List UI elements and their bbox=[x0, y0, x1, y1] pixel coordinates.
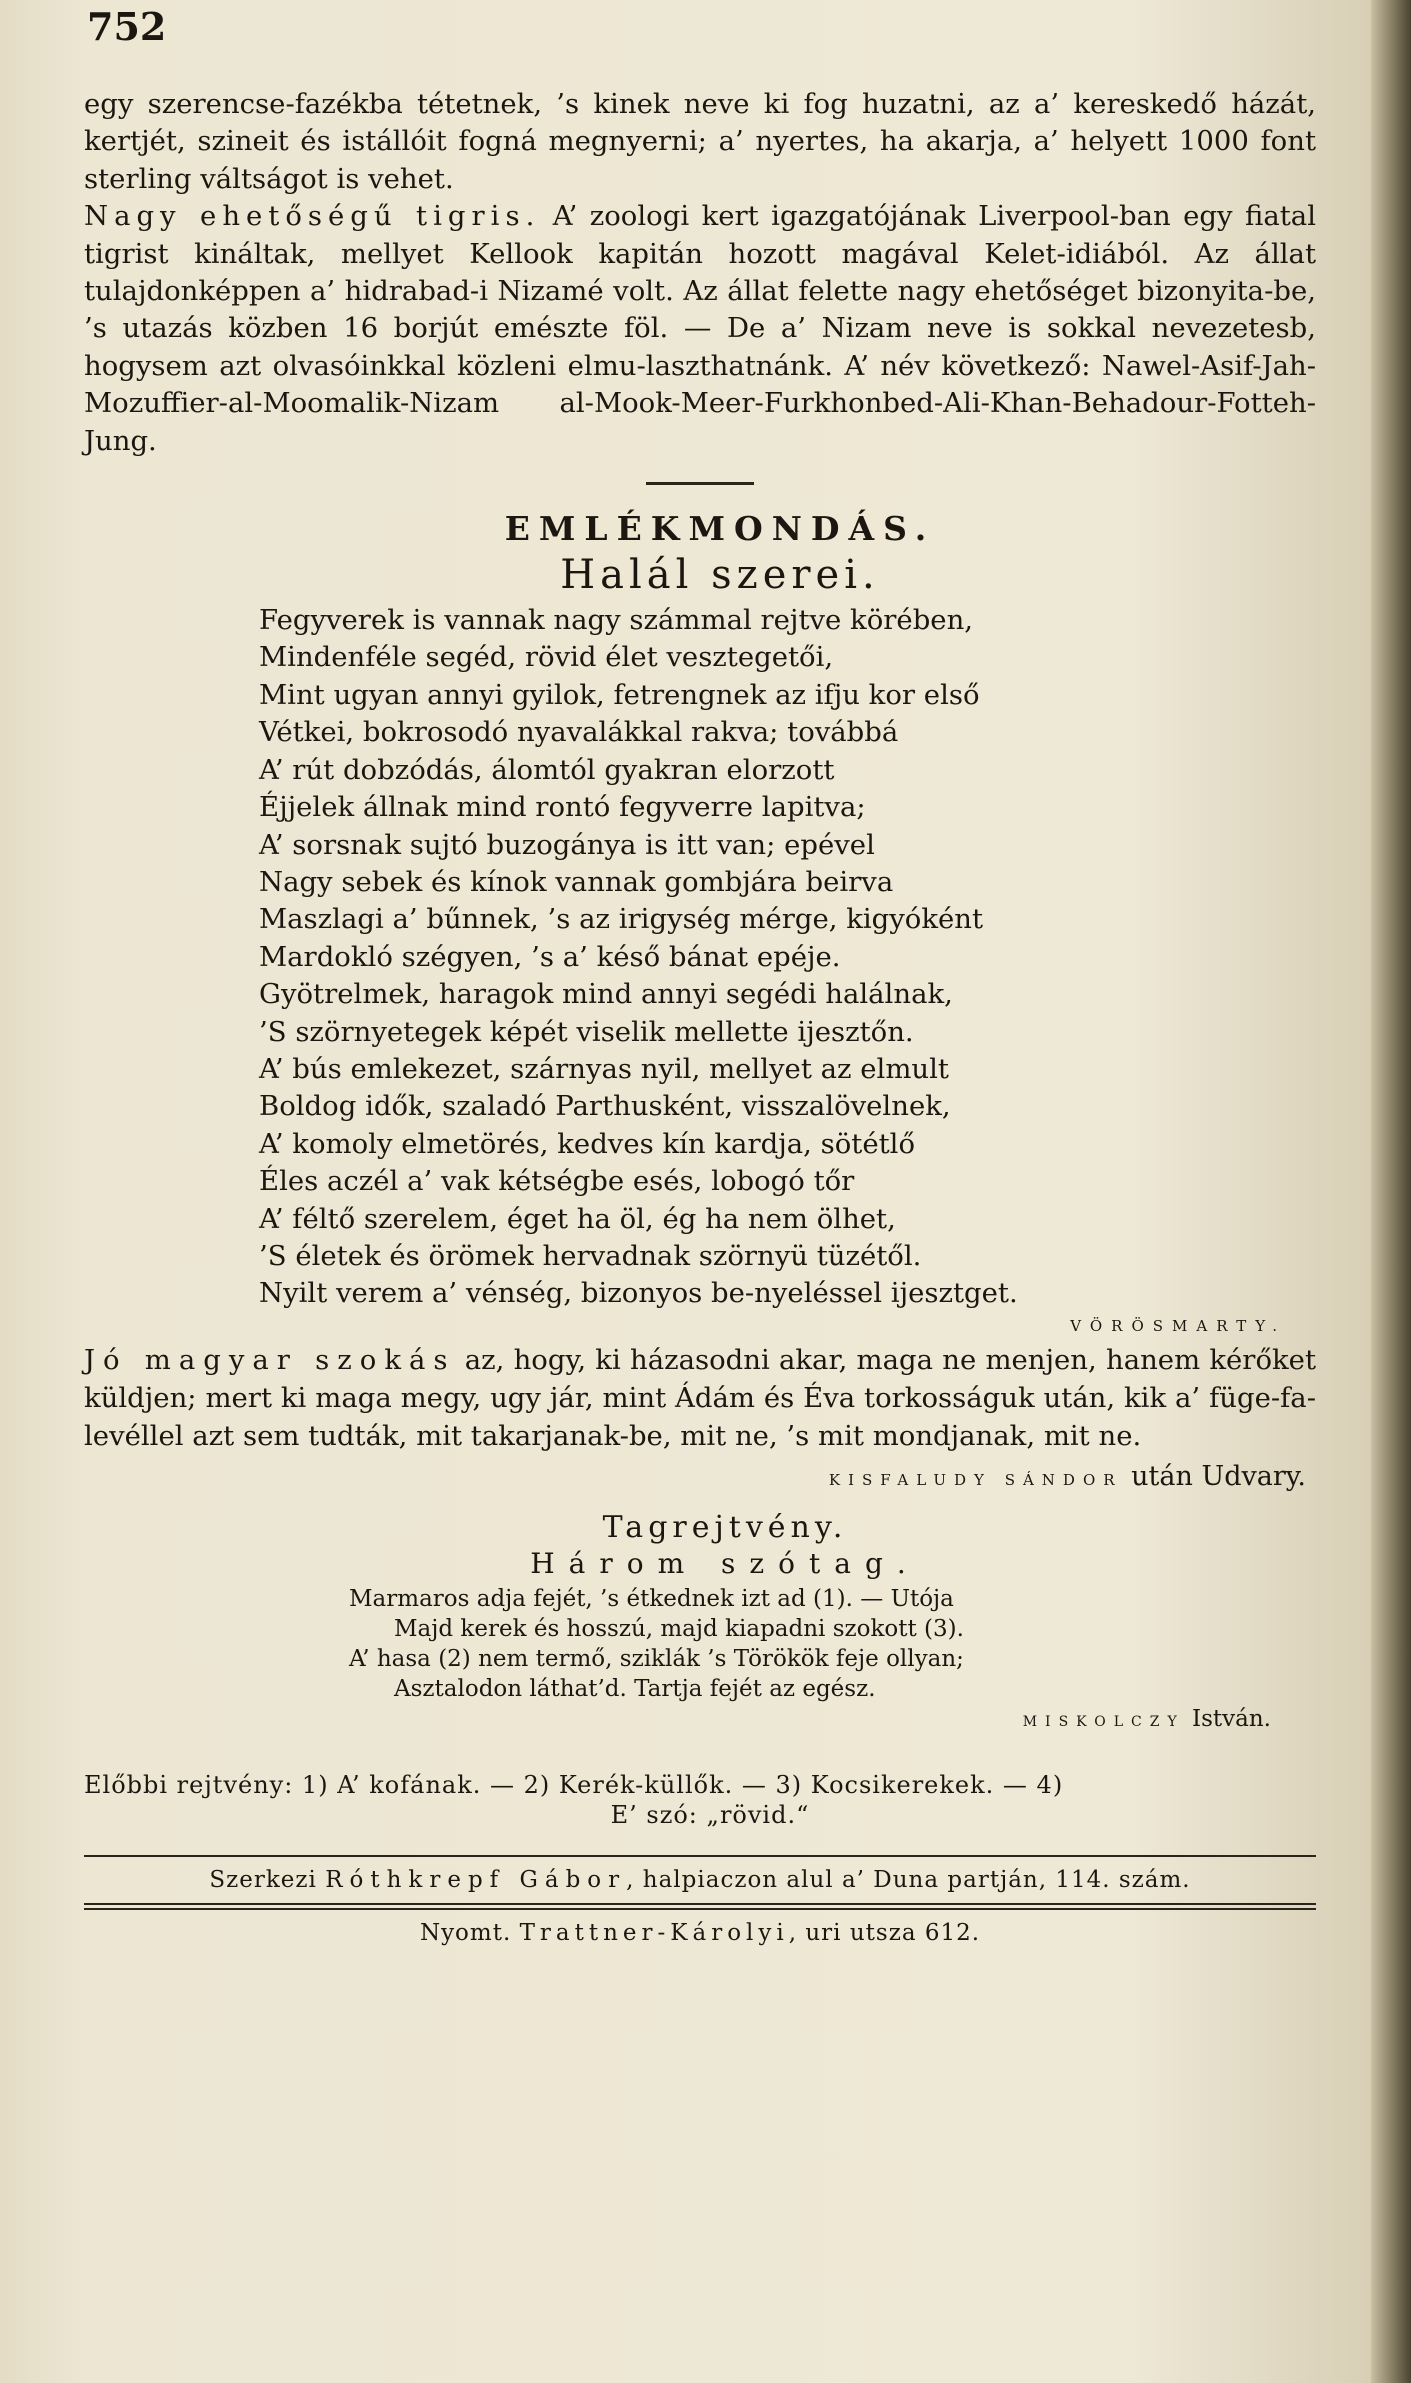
poem-line: Vétkei, bokrosodó nyavalákkal rakva; továbbá bbox=[259, 716, 899, 749]
riddle-line: A’ hasa (2) nem termő, sziklák ’s Törökök feje ollyan; bbox=[349, 1645, 964, 1672]
poem-line: Éles aczél a’ vak kétségbe esés, lobogó tőr bbox=[259, 1165, 855, 1198]
poem-line: A’ sorsnak sujtó buzogánya is itt van; epével bbox=[259, 828, 875, 861]
riddle-line: Asztalodon láthat’d. Tartja fejét az egész. bbox=[394, 1675, 876, 1702]
tiger-text: A’ zoologi kert igazgatójának Liverpool-ban egy fiatal tigrist kináltak, mellyet Kellook kapitán hozott magával Kelet-idiából. Az állat tulajdonképpen a’ hidrabad-i Nizamé volt. Az állat felette nagy ehetőséget bizonyita-be, ’s utazás közben 16 borjút emészte föl. — De a’ Nizam neve is sokkal nevezetesb, hogysem azt olvasóinkkal közleni elmu-laszthatnánk. A’ név következő: Nawel-Asif-Jah-Mozuffier-al-Moomalik-Nizam al-Mook-Meer-Furkhonbed-Ali-Khan-Behadour-Fotteh-Jung. bbox=[84, 200, 1316, 457]
previous-answer: Előbbi rejtvény: 1) A’ kofának. — 2) Kerék-küllők. — 3) Kocsikerekek. — 4) bbox=[84, 1770, 1064, 1799]
poem-line: ’S szörnyetegek képét viselik mellette ijesztőn. bbox=[259, 1015, 914, 1048]
previous-answer-word: E’ szó: „rövid.“ bbox=[610, 1800, 810, 1829]
riddle-line: Majd kerek és hosszú, majd kiapadni szokott (3). bbox=[394, 1615, 964, 1642]
editor-line bbox=[84, 1867, 1316, 1893]
poem-line: A’ rút dobzódás, álomtól gyakran elorzott bbox=[259, 753, 835, 786]
riddle-author bbox=[84, 1706, 1271, 1732]
poem-line: Boldog idők, szaladó Parthusként, visszalövelnek, bbox=[259, 1090, 951, 1123]
paragraph-lottery bbox=[84, 86, 1316, 198]
poem-line: Mindenféle segéd, rövid élet vesztegetői, bbox=[259, 641, 834, 674]
custom-author bbox=[84, 1461, 1306, 1492]
poem-line: Maszlagi a’ bűnnek, ’s az irigység mérge, kigyóként bbox=[259, 903, 984, 936]
poem bbox=[259, 602, 1316, 1313]
section-title: EMLÉKMONDÁS. bbox=[504, 509, 936, 549]
poem-line: Gyötrelmek, haragok mind annyi segédi halálnak, bbox=[259, 978, 953, 1011]
custom-text: az, hogy, ki házasodni akar, maga ne menjen, hanem kérőket küldjen; mert ki maga megy, ugy jár, mint Ádám és Éva torkosságuk után, kik a’ füge-fa-levéllel azt sem tudták, mit takarjanak-be, mit ne, ’s mit mondjanak, mit ne. bbox=[84, 1343, 1317, 1452]
printer-address: , uri utsza 612. bbox=[788, 1919, 981, 1946]
book-spine-shadow bbox=[1371, 0, 1411, 2383]
text-column bbox=[84, 86, 1316, 1946]
page-number: 752 bbox=[87, 4, 167, 49]
riddle-title: Tagrejtvény. bbox=[602, 1509, 848, 1545]
poem-line: A’ bús emlekezet, szárnyas nyil, mellyet az elmult bbox=[259, 1052, 949, 1085]
printer-prefix: Nyomt. bbox=[419, 1919, 520, 1946]
footer-double-rule bbox=[84, 1903, 1316, 1910]
printer-line bbox=[84, 1920, 1316, 1946]
poem-line: Fegyverek is vannak nagy számmal rejtve körében, bbox=[259, 604, 974, 637]
poem-line: Nyilt verem a’ vénség, bizonyos be-nyeléssel ijesztget. bbox=[259, 1277, 1018, 1310]
custom-author-name: KISFALUDY SÁNDOR bbox=[828, 1470, 1123, 1489]
printer-name: Trattner-Károlyi bbox=[519, 1919, 789, 1946]
editor-prefix: Szerkezi bbox=[209, 1866, 326, 1893]
lottery-line-1: egy szerencse-fazékba tétetnek, ’s kinek neve ki fog huzatni, az a’ kereskedő bbox=[84, 88, 1232, 120]
poem-line: ’S életek és örömek hervadnak szörnyü tüzétől. bbox=[259, 1239, 922, 1272]
poem-line: A’ komoly elmetörés, kedves kín kardja, sötétlő bbox=[259, 1127, 915, 1160]
riddle bbox=[349, 1584, 1316, 1704]
custom-author-rest: után Udvary. bbox=[1122, 1460, 1306, 1492]
editor-address: , halpiaczon alul a’ Duna partján, 114. szám. bbox=[626, 1866, 1191, 1893]
riddle-author-rest: István. bbox=[1184, 1705, 1271, 1732]
poem-author: VÖRÖSMARTY. bbox=[1070, 1316, 1286, 1335]
lottery-line-3: a’ helyett 1000 font sterling váltságot is vehet. bbox=[84, 125, 1316, 195]
editor-name: Róthkrepf Gábor bbox=[325, 1866, 627, 1893]
poem-line: Nagy sebek és kínok vannak gombjára beirva bbox=[259, 865, 894, 898]
riddle-line: Marmaros adja fejét, ’s étkednek izt ad (1). — Utója bbox=[349, 1585, 954, 1612]
lottery-line-2: házát, kertjét, szineit és istállóit fogná megnyerni; a’ nyertes, ha akarja, bbox=[84, 88, 1316, 158]
poem-line: Mint ugyan annyi gyilok, fetrengnek az ifju kor első bbox=[259, 678, 980, 711]
paragraph-custom bbox=[84, 1341, 1316, 1455]
poem-line: Éjjelek állnak mind rontó fegyverre lapitva; bbox=[259, 791, 866, 824]
paragraph-tiger bbox=[84, 198, 1316, 460]
footer-rule bbox=[84, 1855, 1316, 1857]
poem-line: A’ féltő szerelem, éget ha öl, ég ha nem ölhet, bbox=[259, 1202, 896, 1235]
section-divider bbox=[646, 482, 754, 485]
custom-heading: Jó magyar szokás bbox=[84, 1343, 456, 1376]
riddle-author-name: MISKOLCZY bbox=[1022, 1713, 1185, 1730]
poem-title: Halál szerei. bbox=[560, 552, 880, 599]
riddle-subtitle: Három szótag. bbox=[530, 1546, 920, 1580]
poem-line: Mardokló szégyen, ’s a’ késő bánat epéje. bbox=[259, 940, 841, 973]
tiger-heading: Nagy ehetőségű tigris. bbox=[84, 200, 541, 233]
